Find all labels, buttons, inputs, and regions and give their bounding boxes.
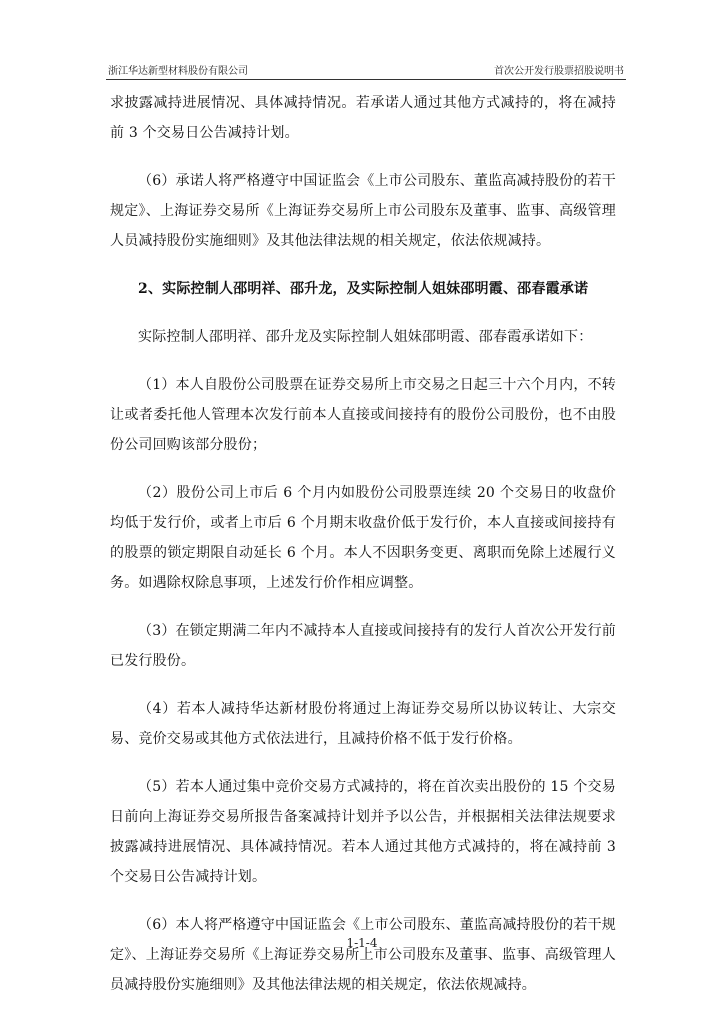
paragraph-item-5: （5）若本人通过集中竞价交易方式减持的，将在首次卖出股份的 15 个交易日前向上海证券交易所报告备案减持计划并予以公告，并根据相关法律法规要求披露减持进展情况、具体减持情况。若本人通过其他方式减持的，将在减持前 3 个交易日公告减持计划。 (110, 779, 616, 885)
paragraph-item-2: （2）股份公司上市后 6 个月内如股份公司股票连续 20 个交易日的收盘价均低于发行价，或者上市后 6 个月期末收盘价低于发行价，本人直接或间接持有的股票的锁定期限自动延长 6 个月。本人不因职务变更、离职而免除上述履行义务。如遇除权除息事项，上述发行价作相应调整。 (110, 485, 616, 591)
document-body (110, 88, 616, 1018)
header-rule (106, 79, 626, 80)
paragraph-item-4: （4）若本人减持华达新材股份将通过上海证券交易所以协议转让、大宗交易、竞价交易或其他方式依法进行，且减持价格不低于发行价格。 (110, 701, 616, 747)
section-heading: 2、实际控制人邵明祥、邵升龙，及实际控制人姐妹邵明霞、邵春霞承诺 (138, 281, 589, 297)
paragraph-item-1: （1）本人自股份公司股票在证券交易所上市交易之日起三十六个月内，不转让或者委托他人管理本次发行前本人直接或间接持有的股份公司股份，也不由股份公司回购该部分股份； (110, 377, 616, 453)
page-header (106, 58, 626, 78)
page-number: 1-1-4 (346, 936, 378, 950)
paragraph-item-6-promisor: （6）承诺人将严格遵守中国证监会《上市公司股东、董监高减持股份的若干规定》、上海证券交易所《上海证券交易所上市公司股东及董事、监事、高级管理人员减持股份实施细则》及其他法律法规的相关规定，依法依规减持。 (110, 173, 616, 249)
paragraph-continued: 求披露减持进展情况、具体减持情况。若承诺人通过其他方式减持的，将在减持前 3 个交易日公告减持计划。 (110, 95, 616, 141)
header-company: 浙江华达新型材料股份有限公司 (108, 66, 248, 77)
paragraph-item-3: （3）在锁定期满二年内不减持本人直接或间接持有的发行人首次公开发行前已发行股份。 (110, 623, 616, 669)
paragraph-item-6: （6）本人将严格遵守中国证监会《上市公司股东、董监高减持股份的若干规定》、上海证券交易所《上海证券交易所上市公司股东及董事、监事、高级管理人员减持股份实施细则》及其他法律法规的相关规定，依法依规减持。 (110, 917, 616, 993)
paragraph-intro: 实际控制人邵明祥、邵升龙及实际控制人姐妹邵明霞、邵春霞承诺如下： (138, 329, 593, 345)
header-doc-title: 首次公开发行股票招股说明书 (494, 66, 624, 77)
